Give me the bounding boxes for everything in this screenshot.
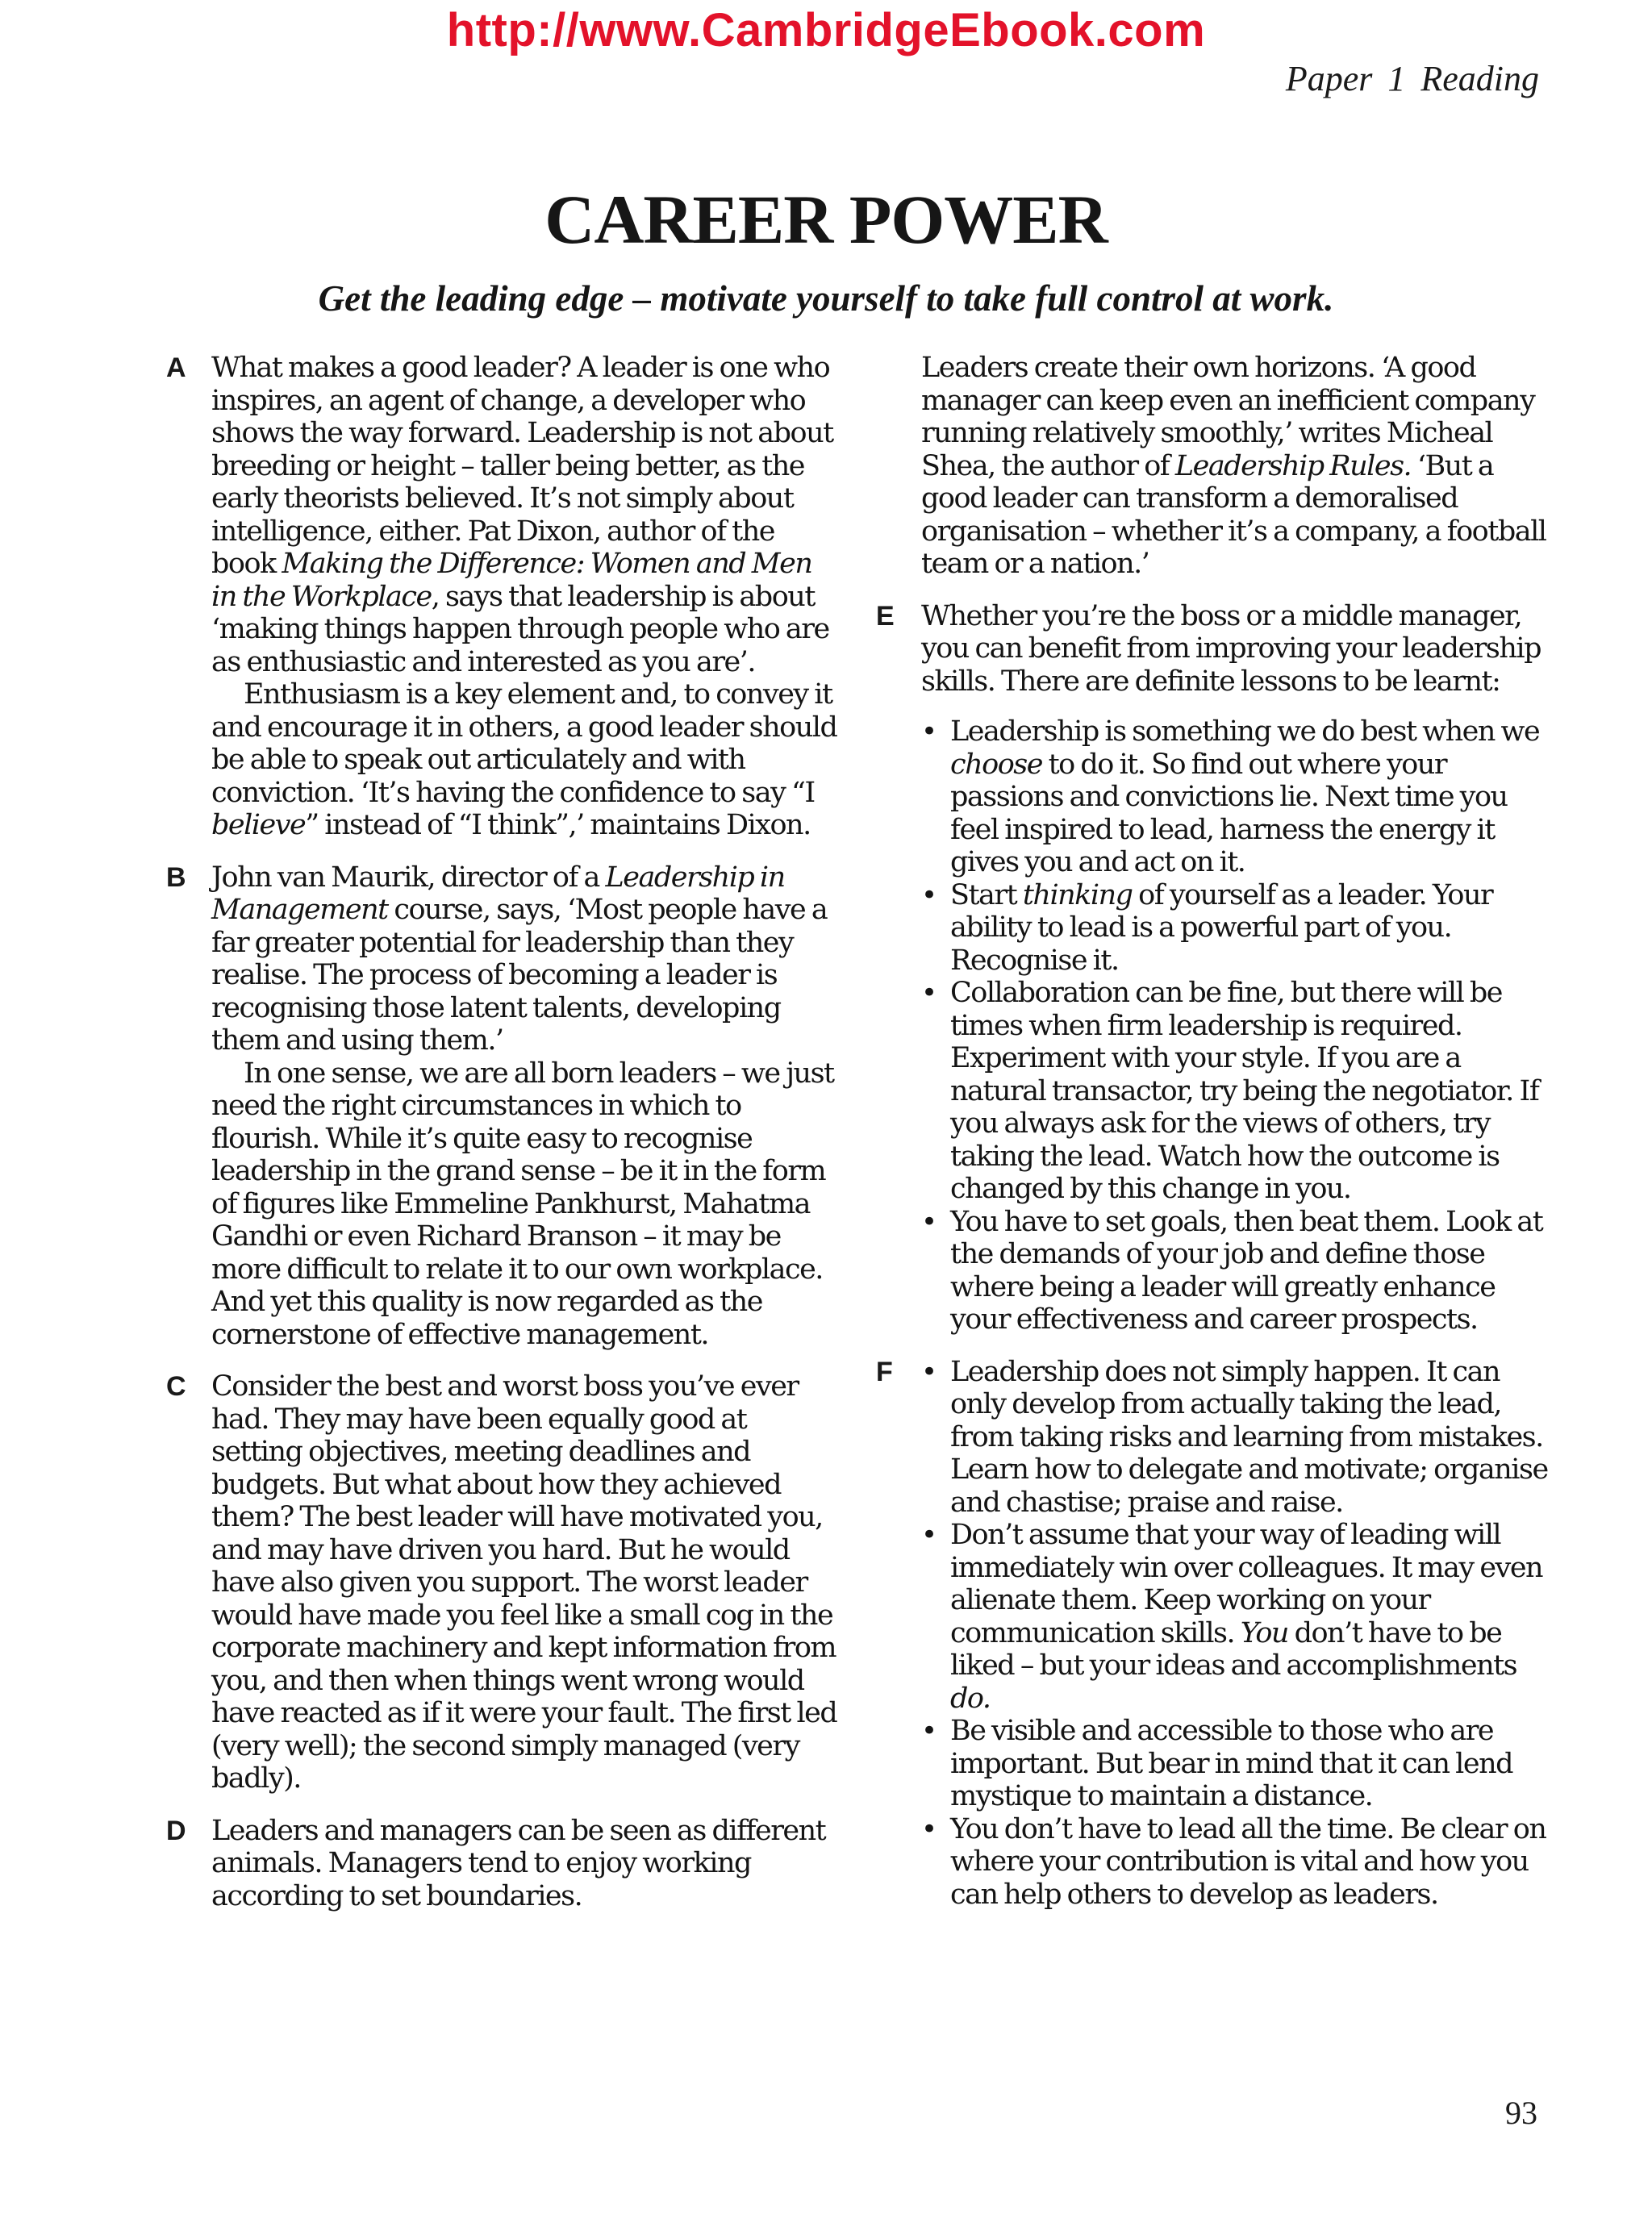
section-marker-d: D <box>166 1815 186 1846</box>
section-marker-c: C <box>166 1371 186 1402</box>
text-run: Don’t assume that your way of leading will immediately win over colleagues. It may even alienate them. Keep working on your communication skills. <box>950 1519 1543 1649</box>
page-number: 93 <box>1505 2095 1537 2131</box>
right-column <box>876 352 1550 1930</box>
text-run: to do it. So find out where your passions and convictions lie. Next time you feel inspired to lead, harness the energy it gives you and act on it. <box>950 748 1508 878</box>
list-item <box>921 1813 1550 1912</box>
list-item <box>921 977 1550 1206</box>
list-item <box>921 1206 1550 1336</box>
emphasis: You <box>1240 1616 1288 1649</box>
bullet-icon: • <box>921 878 937 911</box>
text-run: You have to set goals, then beat them. Look at the demands of your job and define those where being a leader will greatly enhance your effectiveness and career prospects. <box>950 1205 1543 1336</box>
section-marker-f: F <box>876 1356 893 1387</box>
text-run: Be visible and accessible to those who are important. But bear in mind that it can lend mystique to maintain a distance. <box>950 1715 1513 1812</box>
book-title: Making the Difference: Women and Men in the Workplace <box>211 548 812 613</box>
article-subtitle: Get the leading edge – motivate yourself to take full control at work. <box>318 278 1334 319</box>
list-item <box>921 1715 1550 1813</box>
list-item <box>921 1356 1550 1520</box>
list-item <box>921 715 1550 879</box>
running-head: Paper 1 Reading <box>1285 59 1539 98</box>
section-marker-e: E <box>876 600 895 632</box>
emphasis: thinking <box>1022 878 1133 911</box>
section-f-bullet-list <box>921 1356 1550 1912</box>
section-a <box>166 352 841 842</box>
section-e-bullet-list <box>921 715 1550 1336</box>
bullet-icon: • <box>921 1519 937 1551</box>
section-d-paragraph-2 <box>921 352 1550 581</box>
list-item <box>921 879 1550 978</box>
section-e <box>876 599 1550 1336</box>
text-run: You don’t have to lead all the time. Be clear on where your contribution is vital and how you can help others to develop as leaders. <box>950 1812 1546 1911</box>
bullet-icon: • <box>921 977 937 1009</box>
article-title: CAREER POWER <box>544 181 1108 258</box>
section-a-paragraph-1 <box>211 352 841 678</box>
section-b-paragraph-1 <box>211 861 841 1057</box>
section-d-continued <box>921 352 1550 581</box>
text-run: course, says, ‘Most people have a far greater potential for leadership than they realise. The process of becoming a leader is recognising those latent talents, developing them and using them.’ <box>211 894 828 1057</box>
emphasis: choose <box>950 748 1042 781</box>
text-run: Leadership does not simply happen. It can only develop from actually taking the lead, from taking risks and learning from mistakes. Learn how to delegate and motivate; organise and chastise; praise and raise. <box>950 1355 1548 1519</box>
text-run: Start <box>950 878 1023 911</box>
text-run: Enthusiasm is a key element and, to convey it and encourage it in others, a good leader should be able to speak out articulately and with conviction. ‘It’s having the confidence to say “I <box>211 678 837 809</box>
section-a-paragraph-2 <box>211 678 841 842</box>
text-run: What makes a good leader? A leader is one who inspires, an agent of change, a developer who shows the way forward. Leadership is not about breeding or height – taller being better, as the early theorists believed. It’s not simply about intelligence, either. Pat Dixon, author of the book <box>211 352 833 580</box>
section-e-paragraph-1: Whether you’re the boss or a middle manager, you can benefit from improving your leadership skills. There are definite lessons to be learnt: <box>921 599 1541 698</box>
section-d-paragraph-1: Leaders and managers can be seen as different animals. Managers tend to enjoy working according to set boundaries. <box>211 1814 826 1912</box>
emphasis: do. <box>950 1682 991 1715</box>
bullet-icon: • <box>921 715 937 748</box>
text-run: of yourself as a leader. Your ability to lead is a powerful part of you. Recognise it. <box>950 878 1493 977</box>
bullet-icon: • <box>921 1355 937 1388</box>
text-run: ‘But a good leader can transform a demoralised organisation – whether it’s a company, a football team or a nation.’ <box>921 449 1546 580</box>
section-f <box>876 1355 1550 1912</box>
list-item <box>921 1519 1550 1715</box>
left-column <box>166 352 841 1932</box>
text-run: Leaders create their own horizons. ‘A good manager can keep even an inefficient company running relatively smoothly,’ writes Micheal Shea, the author of <box>921 352 1535 482</box>
section-c-paragraph-1: Consider the best and worst boss you’ve ever had. They may have been equally good at setting objectives, meeting deadlines and budgets. But what about how they achieved them? The best leader will have motivated you, and may have driven you hard. But he would have also given you support. The worst leader would have made you feel like a small cog in the corporate machinery and kept information from you, and then when things went wrong would have reacted as if it were your fault. The first led (very well); the second simply managed (very badly). <box>211 1370 837 1795</box>
section-marker-b: B <box>166 861 186 893</box>
text-run: Collaboration can be fine, but there will be times when firm leadership is required. Experiment with your style. If you are a natural transactor, try being the negotiator. If you always ask for the views of others, try taking the lead. Watch how the outcome is changed by this change in you. <box>950 977 1539 1205</box>
text-run: John van Maurik, director of a <box>211 861 606 894</box>
emphasis: believe <box>211 809 306 841</box>
section-b-paragraph-2: In one sense, we are all born leaders – we just need the right circumstances in which to flourish. While it’s quite easy to recognise leadership in the grand sense – be it in the form of figures like Emmeline Pankhurst, Mahatma Gandhi or even Richard Branson – it may be more difficult to relate it to our own workplace. And yet this quality is now regarded as the cornerstone of effective management. <box>211 1057 834 1351</box>
bullet-icon: • <box>921 1715 937 1747</box>
course-title: Leadership in Management <box>211 861 785 926</box>
text-run: , says that leadership is about ‘making things happen through people who are as enthusiastic and interested as you are’. <box>211 580 829 678</box>
source-url-watermark: http://www.CambridgeEbook.com <box>446 4 1206 56</box>
text-run: Leadership is something we do best when we <box>950 715 1540 748</box>
text-run: don’t have to be liked – but your ideas and accomplishments <box>950 1616 1517 1682</box>
section-b <box>166 861 841 1352</box>
section-d <box>166 1814 841 1913</box>
section-marker-a: A <box>166 352 186 383</box>
book-title: Leadership Rules. <box>1174 449 1412 482</box>
bullet-icon: • <box>921 1812 937 1845</box>
bullet-icon: • <box>921 1205 937 1238</box>
section-c <box>166 1370 841 1795</box>
text-run: ” instead of “I think”,’ maintains Dixon. <box>305 809 811 841</box>
